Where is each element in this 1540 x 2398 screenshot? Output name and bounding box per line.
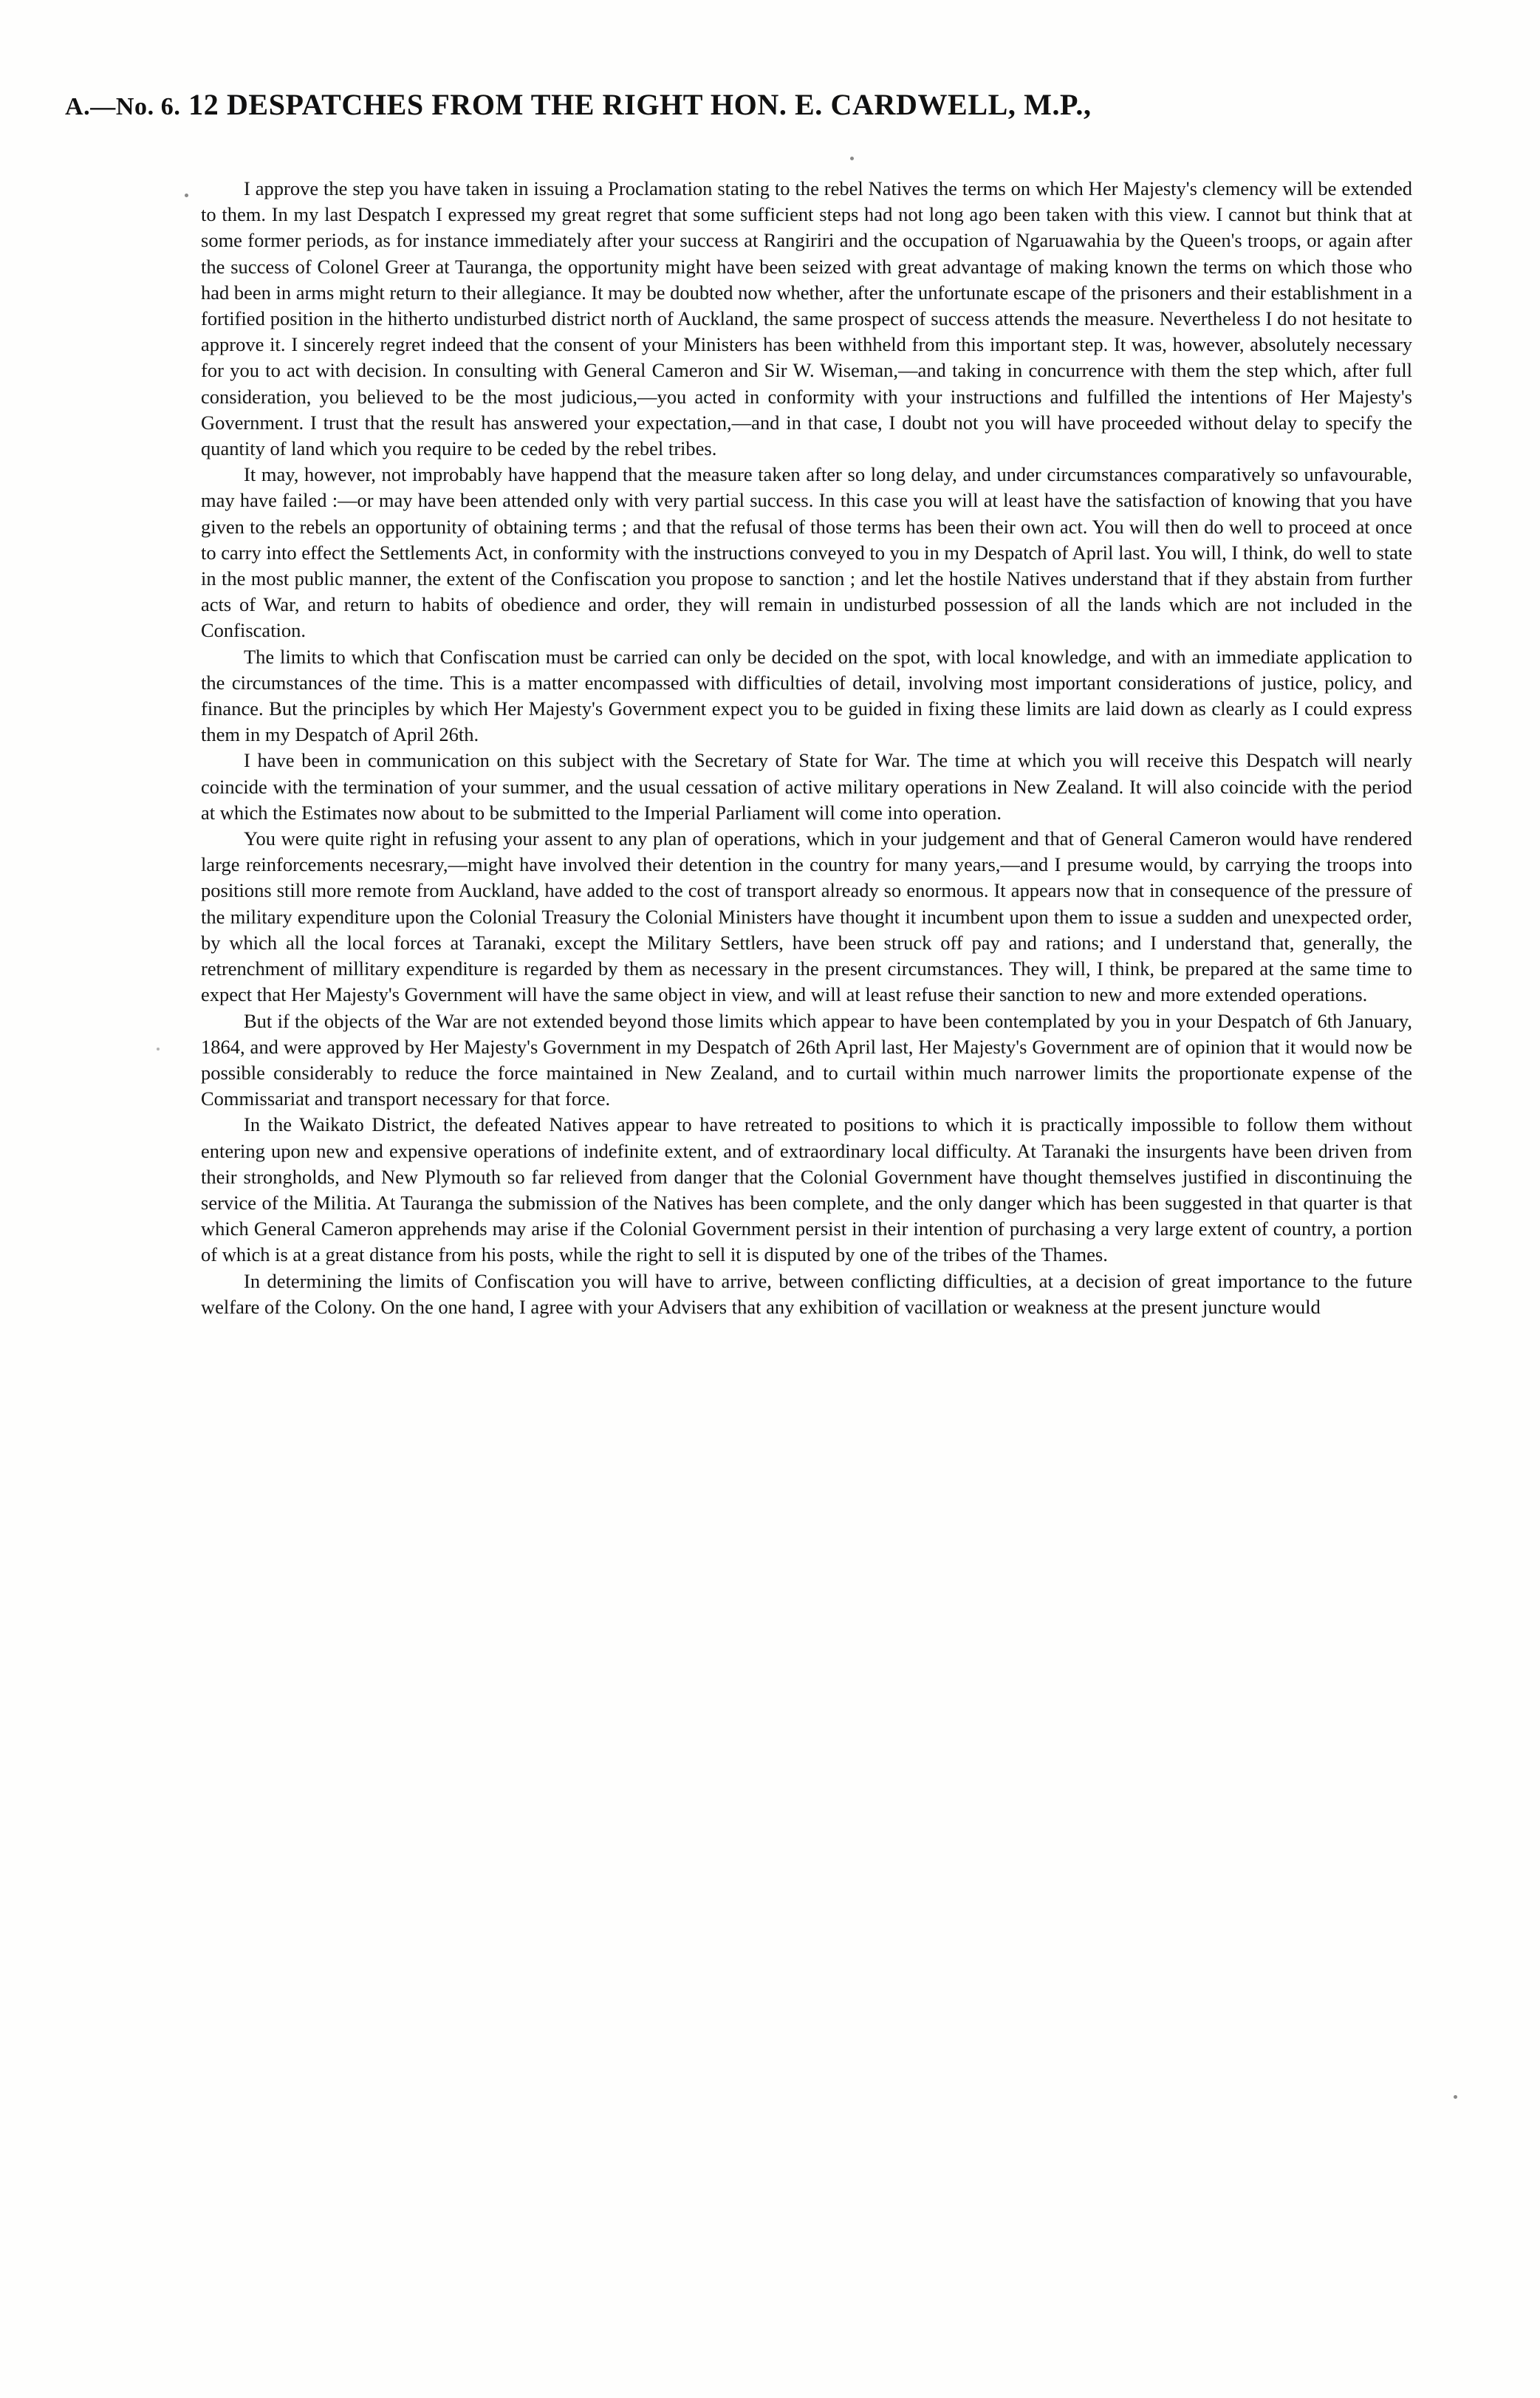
header-title: DESPATCHES FROM THE RIGHT HON. E. CARDWELL, M.P., — [226, 88, 1092, 121]
page-speck — [850, 157, 854, 160]
paragraph: I approve the step you have taken in issuing a Proclamation stating to the rebel Natives the terms on which Her Majesty's clemency will be extended to them. In my last Despatch I expressed my great regret that some sufficient steps had not long ago been taken with this view. I cannot but think that at some former periods, as for instance immediately after your success at Rangiriri and the occupation of Ngaruawahia by the Queen's troops, or again after the success of Colonel Greer at Tauranga, the opportunity might have been seized with great advantage of making known the terms on which those who had been in arms might return to their allegiance. It may be doubted now whether, after the unfortunate escape of the prisoners and their establishment in a fortified position in the hitherto undisturbed district north of Auckland, the same prospect of success attends the measure. Nevertheless I do not hesitate to approve it. I sincerely regret indeed that the consent of your Ministers has been withheld from this important step. It was, however, absolutely necessary for you to act with decision. In consulting with General Cameron and Sir W. Wiseman,—and taking in concurrence with them the step which, after full consideration, you believed to be the most judicious,—you acted in conformity with your instructions and fulfilled the intentions of Her Majesty's Government. I trust that the result has answered your expectation,—and in that case, I doubt not you will have proceeded without delay to specify the quantity of land which you require to be ceded by the rebel tribes. — [201, 177, 1412, 460]
page-speck — [157, 1048, 160, 1051]
document-body — [201, 176, 1412, 1320]
paragraph: It may, however, not improbably have happend that the measure taken after so long delay, and under circumstances comparatively so unfavourable, may have failed :—or may have been attended only with very partial success. In this case you will at least have the satisfaction of knowing that you have given to the rebels an opportunity of obtaining terms ; and that the refusal of those terms has been their own act. You will then do well to proceed at once to carry into effect the Settlements Act, in conformity with the instructions conveyed to you in my Despatch of April last. You will, I think, do well to state in the most public manner, the extent of the Confiscation you propose to sanction ; and let the hostile Natives understand that if they abstain from further acts of War, and return to habits of obedience and order, they will remain in undisturbed possession of all the lands which are not included in the Confiscation. — [201, 463, 1412, 642]
header-page-number: 12 — [188, 88, 219, 121]
page-speck — [185, 194, 188, 197]
paragraph: In determining the limits of Confiscation you will have to arrive, between conflicting difficulties, at a decision of great importance to the future welfare of the Colony. On the one hand, I agree with your Advisers that any exhibition of vacillation or weakness at the present juncture would — [201, 1269, 1412, 1318]
header-reference: A.—No. 6. — [65, 93, 181, 120]
paragraph: In the Waikato District, the defeated Natives appear to have retreated to positions to which it is practically impossible to follow them without entering upon new and expensive operations of indefinite extent, and of extraordinary local difficulty. At Taranaki the insurgents have been driven from their strongholds, and New Plymouth so far relieved from danger that the Colonial Government have thought themselves justified in discontinuing the service of the Militia. At Tauranga the submission of the Natives has been complete, and the only danger which has been suggested in that quarter is that which General Cameron apprehends may arise if the Colonial Government persist in their intention of purchasing a very large extent of country, a portion of which is at a great distance from his posts, while the right to sell it is disputed by one of the tribes of the Thames. — [201, 1113, 1412, 1266]
paragraph: You were quite right in refusing your assent to any plan of operations, which in your judgement and that of General Cameron would have rendered large reinforcements necesrary,—might have involved their detention in the country for many years,—and I presume would, by carrying the troops into positions still more remote from Auckland, have added to the cost of transport already so enormous. It appears now that in consequence of the pressure of the military expenditure upon the Colonial Treasury the Colonial Ministers have thought it incumbent upon them to issue a sudden and unexpected order, by which all the local forces at Taranaki, except the Military Settlers, have been struck off pay and rations; and I understand that, generally, the retrenchment of millitary expenditure is regarded by them as necessary in the present circumstances. They will, I think, be prepared at the same time to expect that Her Majesty's Government will have the same object in view, and will at least refuse their sanction to new and more extended operations. — [201, 827, 1412, 1006]
paragraph: But if the objects of the War are not extended beyond those limits which appear to have been contemplated by you in your Despatch of 6th January, 1864, and were approved by Her Majesty's Government in my Despatch of 26th April last, Her Majesty's Government are of opinion that it would now be possible considerably to reduce the force maintained in New Zealand, and to curtail within much narrower limits the proportionate expense of the Commissariat and transport necessary for that force. — [201, 1009, 1412, 1110]
page-speck — [1454, 2095, 1457, 2099]
paragraph: The limits to which that Confiscation must be carried can only be decided on the spot, with local knowledge, and with an immediate application to the circumstances of the time. This is a matter encompassed with difficulties of detail, involving most important considerations of justice, policy, and finance. But the principles by which Her Majesty's Government expect you to be guided in fixing these limits are laid down as clearly as I could express them in my Despatch of April 26th. — [201, 645, 1412, 746]
paragraph: I have been in communication on this subject with the Secretary of State for War. The time at which you will receive this Despatch will nearly coincide with the termination of your summer, and the usual cessation of active military operations in New Zealand. It will also coincide with the period at which the Estimates now about to be submitted to the Imperial Parliament will come into operation. — [201, 749, 1412, 824]
page-header — [65, 87, 1491, 122]
